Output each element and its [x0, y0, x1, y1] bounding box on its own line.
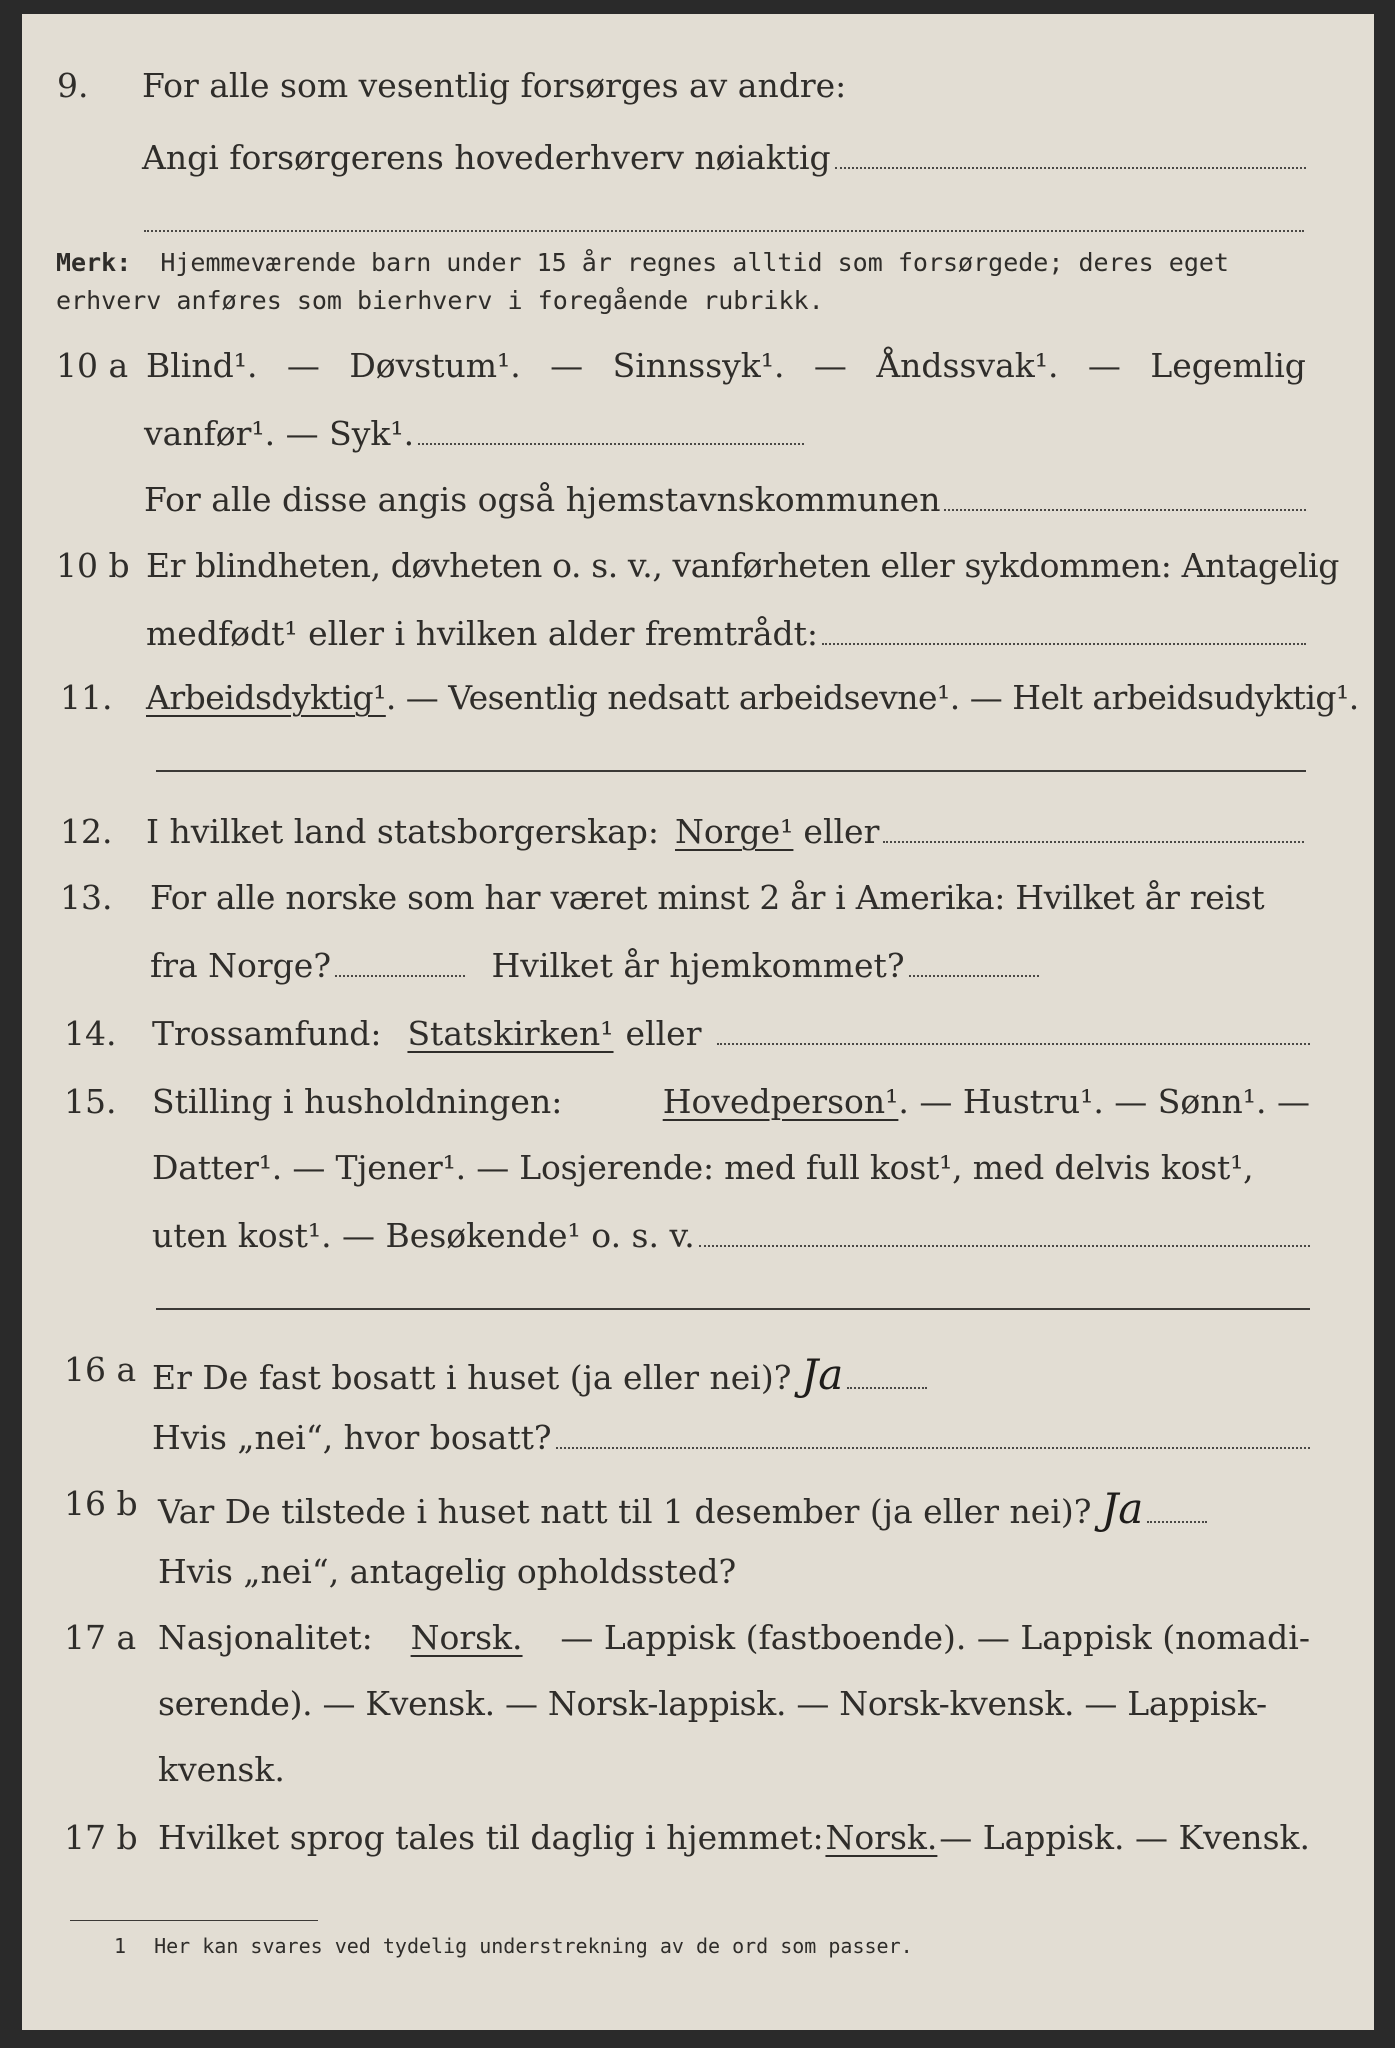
question-17a-line-3	[22, 1750, 1374, 1806]
question-text: Hvis „nei“, hvor bosatt?	[152, 1418, 552, 1457]
question-number: 12.	[60, 812, 113, 851]
separator: —	[550, 346, 584, 385]
question-text: Er De fast bosatt i huset (ja eller nei)?	[152, 1358, 792, 1397]
option-norsk[interactable]: Norsk.	[410, 1618, 523, 1657]
separator: —	[286, 346, 320, 385]
question-text-line	[152, 1082, 1310, 1121]
other-options[interactable]: — Lappisk (fastboende). — Lappisk (nomadi-	[560, 1618, 1310, 1657]
footnote-divider	[70, 1920, 318, 1921]
question-text	[146, 678, 1359, 717]
answer-field[interactable]	[847, 1387, 927, 1389]
question-10a	[22, 346, 1374, 402]
question-number: 17 b	[64, 1818, 138, 1857]
question-text: eller	[803, 812, 880, 851]
separator: —	[1087, 346, 1121, 385]
question-16b	[22, 1484, 1374, 1540]
question-text: Hvilket sprog tales til daglig i hjemmet:	[158, 1818, 824, 1857]
question-14	[22, 1014, 1374, 1070]
question-text: For alle som vesentlig forsørges av andre:	[142, 66, 847, 105]
question-text: For alle disse angis også hjemstavnskommunen	[144, 480, 941, 519]
option-dovstum[interactable]: Døvstum¹.	[349, 346, 521, 385]
answer-field[interactable]	[909, 975, 1039, 977]
question-13-line-2	[22, 946, 1374, 1002]
question-text-line	[158, 1818, 1310, 1857]
question-12	[22, 812, 1374, 868]
question-10b-line-2	[22, 614, 1374, 670]
footnote	[114, 1934, 913, 1958]
answer-field[interactable]	[144, 230, 1304, 232]
question-9	[22, 66, 1374, 122]
other-options[interactable]: . — Vesentlig nedsatt arbeidsevne¹. — Helt arbeidsudyktig¹.	[385, 678, 1359, 717]
answer-field[interactable]	[717, 1042, 1310, 1045]
question-9-line-2	[22, 138, 1374, 194]
question-11	[22, 678, 1374, 734]
handwritten-answer[interactable]: Ja	[801, 1350, 844, 1399]
answer-field[interactable]	[835, 166, 1306, 169]
answer-field[interactable]	[883, 840, 1304, 843]
question-text: vanfør¹. — Syk¹.	[144, 414, 415, 453]
question-text: For alle norske som har været minst 2 år i Amerika: Hvilket år reist	[150, 878, 1265, 917]
question-text: serende). — Kvensk. — Norsk-lappisk. — Norsk-kvensk. — Lappisk-	[158, 1684, 1267, 1723]
answer-field[interactable]	[335, 975, 465, 977]
question-text: Angi forsørgerens hovederhverv nøiaktig	[142, 138, 831, 177]
question-13	[22, 878, 1374, 934]
note	[56, 244, 1300, 320]
question-17a-line-2	[22, 1684, 1374, 1740]
question-text: uten kost¹. — Besøkende¹ o. s. v.	[152, 1216, 695, 1255]
answer-field[interactable]	[699, 1244, 1310, 1247]
household-options	[663, 1082, 1310, 1121]
question-10a-line-2	[22, 414, 1374, 470]
answer-field[interactable]	[822, 642, 1306, 645]
option-norge[interactable]: Norge¹	[675, 812, 794, 851]
question-text: Trossamfund:	[152, 1014, 382, 1053]
section-divider	[156, 770, 1306, 772]
section-divider	[156, 1308, 1310, 1310]
option-norsk[interactable]: Norsk.	[825, 1818, 938, 1857]
handwritten-answer[interactable]: Ja	[1101, 1484, 1144, 1533]
question-number: 14.	[64, 1014, 117, 1053]
question-10b	[22, 546, 1374, 602]
question-text: kvensk.	[158, 1750, 285, 1789]
question-text: medfødt¹ eller i hvilken alder fremtrådt:	[146, 614, 819, 653]
question-number: 11.	[60, 678, 113, 717]
question-15	[22, 1082, 1374, 1138]
note-text: Hjemmeværende barn under 15 år regnes alltid som forsørgede; deres eget erhverv anføres som bierhverv i foregående rubrikk.	[56, 248, 1229, 315]
question-text: Var De tilstede i huset natt til 1 desember (ja eller nei)?	[158, 1492, 1092, 1531]
option-arbeidsdyktig[interactable]: Arbeidsdyktig¹	[146, 678, 386, 717]
question-text: fra Norge?	[150, 946, 332, 985]
option-sinnssyk[interactable]: Sinnssyk¹.	[612, 346, 785, 385]
question-16a	[22, 1350, 1374, 1406]
other-options[interactable]: . — Hustru¹. — Sønn¹. —	[898, 1082, 1310, 1121]
option-hovedperson[interactable]: Hovedperson¹	[662, 1082, 899, 1121]
answer-field[interactable]	[1147, 1521, 1207, 1523]
footnote-mark: 1	[114, 1934, 127, 1958]
answer-field[interactable]	[418, 442, 804, 445]
question-number: 10 b	[56, 546, 130, 585]
question-number: 16 a	[64, 1350, 137, 1389]
census-form-page	[22, 14, 1374, 2030]
question-text-line	[150, 946, 1300, 985]
question-15-line-2	[22, 1148, 1374, 1204]
footnote-text: Her kan svares ved tydelig understrekning av de ord som passer.	[154, 1934, 913, 1958]
question-text: I hvilket land statsborgerskap:	[146, 812, 660, 851]
question-16a-line-2	[22, 1418, 1374, 1474]
question-16b-line-2	[22, 1552, 1374, 1608]
question-number: 16 b	[64, 1484, 138, 1523]
option-andssvak[interactable]: Åndssvak¹.	[876, 346, 1059, 385]
question-text: eller	[625, 1014, 702, 1053]
disability-options	[146, 346, 1306, 385]
question-text: Nasjonalitet:	[158, 1618, 373, 1657]
other-options[interactable]: — Lappisk. — Kvensk.	[939, 1818, 1310, 1857]
option-blind[interactable]: Blind¹.	[146, 346, 258, 385]
question-text: Hvilket år hjemkommet?	[491, 946, 905, 985]
question-number: 13.	[60, 878, 113, 917]
question-text-line	[158, 1484, 1300, 1533]
question-number: 17 a	[64, 1618, 137, 1657]
question-text-line	[152, 1350, 1300, 1399]
question-17a	[22, 1618, 1374, 1674]
separator: —	[813, 346, 847, 385]
question-text: Hvis „nei“, antagelig opholdssted?	[158, 1552, 737, 1591]
question-number: 10 a	[56, 346, 129, 385]
question-number: 9.	[57, 66, 89, 105]
question-text: Er blindheten, døvheten o. s. v., vanførheten eller sykdommen: Antagelig	[146, 546, 1339, 585]
question-17b	[22, 1818, 1374, 1874]
answer-field[interactable]	[556, 1446, 1310, 1449]
option-statskirken[interactable]: Statskirken¹	[407, 1014, 614, 1053]
question-text-line	[158, 1618, 1310, 1657]
note-label: Merk:	[56, 248, 132, 277]
question-text: Datter¹. — Tjener¹. — Losjerende: med full kost¹, med delvis kost¹,	[152, 1148, 1254, 1187]
question-10a-line-3	[22, 480, 1374, 536]
option-legemlig[interactable]: Legemlig	[1150, 346, 1306, 385]
answer-field[interactable]	[944, 508, 1306, 511]
question-15-line-3	[22, 1216, 1374, 1272]
question-number: 15.	[64, 1082, 117, 1121]
question-text: Stilling i husholdningen:	[152, 1082, 563, 1121]
